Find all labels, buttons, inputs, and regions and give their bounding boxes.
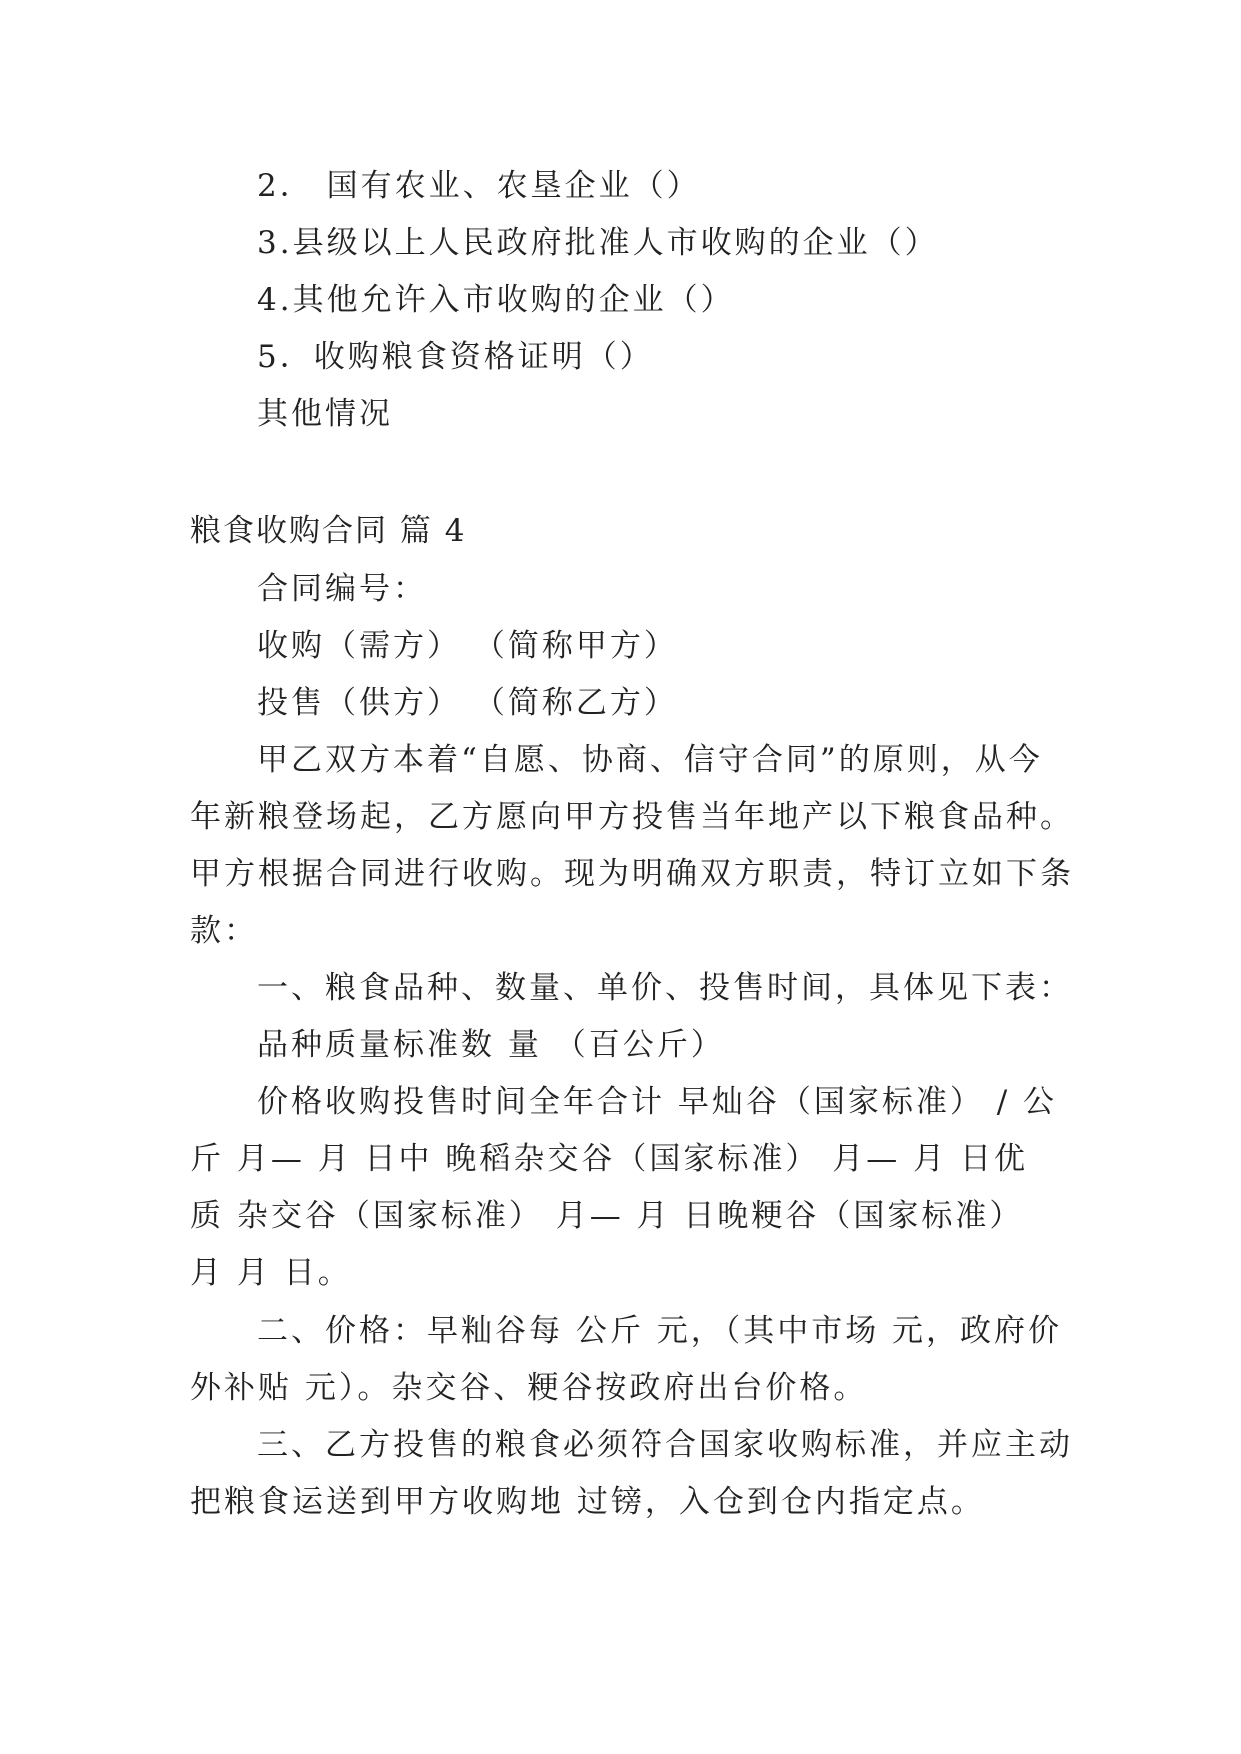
contract-number-label: 合同编号：	[257, 571, 427, 607]
intro-line-3: 甲方根据合同进行收购。现为明确双方职责，特订立如下条	[190, 856, 1074, 892]
list-item-4: 4.其他允许入市收购的企业（）	[257, 282, 735, 318]
clause-3-line-1: 三、乙方投售的粮食必须符合国家收购标准，并应主动	[257, 1427, 1073, 1463]
table-text-line-3: 质 杂交谷（国家标准） 月— 月 日晚粳谷（国家标准）	[190, 1198, 1024, 1234]
buyer-line: 收购（需方） （简称甲方）	[257, 628, 678, 664]
list-item-5: 5．收购粮食资格证明（）	[257, 339, 654, 375]
clause-3-line-2: 把粮食运送到甲方收购地 过镑，入仓到仓内指定点。	[190, 1484, 985, 1520]
table-text-line-1: 价格收购投售时间全年合计 早灿谷（国家标准） / 公	[257, 1084, 1058, 1120]
list-item-other: 其他情况	[257, 396, 393, 432]
intro-line-2: 年新粮登场起，乙方愿向甲方投售当年地产以下粮食品种。	[190, 799, 1074, 835]
clause-2-line-2: 外补贴 元）。杂交谷、粳谷按政府出台价格。	[190, 1370, 868, 1406]
table-header-line: 品种质量标准数 量 （百公斤）	[257, 1027, 725, 1063]
list-item-3: 3.县级以上人民政府批准人市收购的企业（）	[257, 225, 939, 261]
intro-line-4: 款：	[190, 913, 258, 949]
clause-2-line-1: 二、价格：早籼谷每 公斤 元，（其中市场 元，政府价	[257, 1313, 1063, 1349]
list-item-2: 2． 国有农业、农垦企业（）	[257, 168, 701, 204]
section-title: 粮食收购合同 篇 4	[190, 513, 467, 549]
seller-line: 投售（供方） （简称乙方）	[257, 685, 678, 721]
clause-1: 一、粮食品种、数量、单价、投售时间，具体见下表：	[257, 970, 1073, 1006]
table-text-line-2: 斤 月— 月 日中 晚稻杂交谷（国家标准） 月— 月 日优	[190, 1141, 1028, 1177]
intro-line-1: 甲乙双方本着“自愿、协商、信守合同”的原则，从今	[257, 742, 1043, 778]
table-text-line-4: 月 月 日。	[190, 1255, 352, 1291]
